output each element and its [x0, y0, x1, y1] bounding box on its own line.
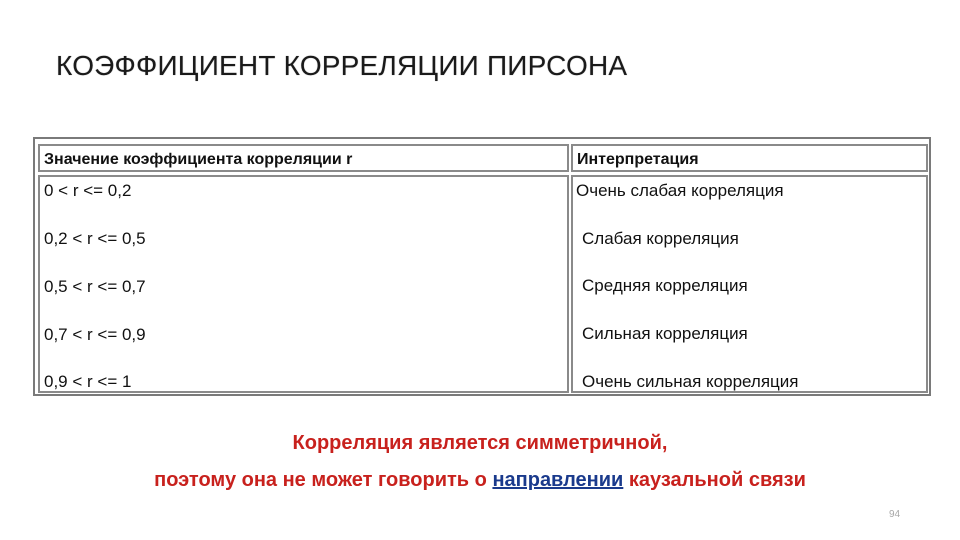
table-row-1-interpretation: Очень слабая корреляция — [576, 181, 784, 200]
table-row-4-value: 0,7 < r <= 0,9 — [44, 325, 146, 344]
slide-title: КОЭФФИЦИЕНТ КОРРЕЛЯЦИИ ПИРСОНА — [56, 50, 628, 81]
table-row-2-value: 0,2 < r <= 0,5 — [44, 229, 146, 248]
direction-link[interactable]: направлении — [492, 469, 624, 491]
values-column — [38, 175, 569, 393]
header-coefficient-value: Значение коэффициента корреляции r — [38, 144, 569, 172]
caption-line-2 — [0, 469, 960, 492]
caption-text-after-link: каузальной связи — [623, 469, 806, 491]
table-row-5-value: 0,9 < r <= 1 — [44, 372, 132, 391]
interpretation-column — [571, 175, 928, 393]
caption-line-1: Корреляция является симметричной, — [292, 432, 668, 454]
table-row-3-value: 0,5 < r <= 0,7 — [44, 277, 146, 296]
correlation-table — [33, 137, 931, 396]
table-row-1-value: 0 < r <= 0,2 — [44, 181, 132, 200]
table-row-2-interpretation: Слабая корреляция — [582, 229, 739, 248]
page-number: 94 — [889, 509, 901, 520]
caption-text-before-link: поэтому она не может говорить о — [154, 469, 493, 491]
table-row-4-interpretation: Сильная корреляция — [582, 324, 748, 343]
header-interpretation: Интерпретация — [571, 144, 928, 172]
table-row-3-interpretation: Средняя корреляция — [582, 276, 748, 295]
table-row-5-interpretation: Очень сильная корреляция — [582, 372, 799, 391]
